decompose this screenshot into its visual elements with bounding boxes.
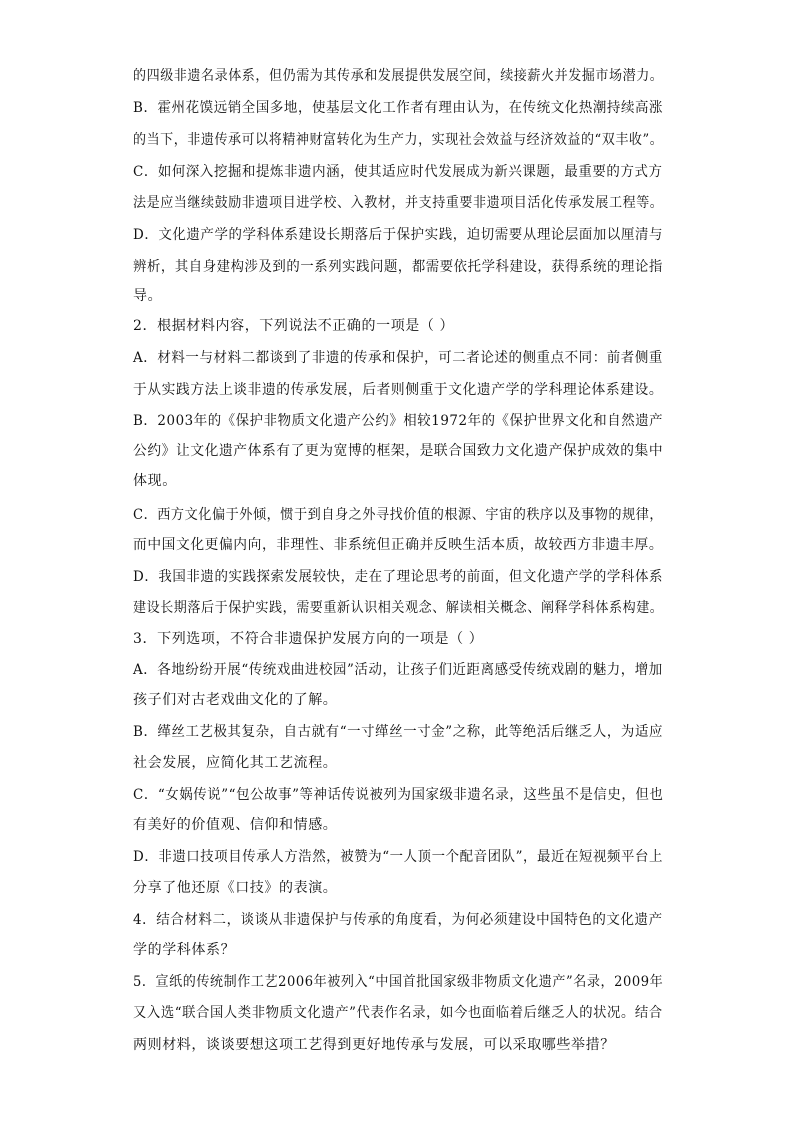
- text-line: 孩子们对古老戏曲文化的了解。: [133, 692, 338, 708]
- text-line: 学的学科体系？: [133, 942, 236, 958]
- text-line: 分享了他还原《口技》的表演。: [133, 880, 338, 896]
- text-line: D．我国非遗的实践探索发展较快，走在了理论思考的前面，但文化遗产学的学科体系: [133, 569, 664, 585]
- question-3: 3．下列选项，不符合非遗保护发展方向的一项是（ ）: [133, 631, 484, 647]
- text-line: B．霍州花馍远销全国多地，使基层文化工作者有理由认为，在传统文化热潮持续高涨: [133, 100, 664, 116]
- question-4: 4．结合材料二，谈谈从非遗保护与传承的角度看，为何必须建设中国特色的文化遗产: [133, 912, 663, 928]
- text-line: D．文化遗产学的学科体系建设长期落后于保护实践，迫切需要从理论层面加以厘清与: [133, 227, 664, 243]
- text-line: C．西方文化偏于外倾，惯于到自身之外寻找价值的根源、宇宙的秩序以及事物的规律，: [133, 507, 664, 523]
- text-line: 公约》让文化遗产体系有了更为宽博的框架，是联合国致力文化遗产保护成效的集中: [133, 443, 664, 459]
- text-line: 的当下，非遗传承可以将精神财富转化为生产力，实现社会效益与经济效益的“双丰收”。: [133, 132, 664, 148]
- text-line: 而中国文化更偏内向，非理性、非系统但正确并反映生活本质，故较西方非遗丰厚。: [133, 537, 664, 553]
- text-line: D．非遗口技项目传承人方浩然，被赞为“一人顶一个配音团队”，最近在短视频平台上: [133, 849, 663, 865]
- text-line: 导。: [133, 288, 163, 304]
- text-line: 建设长期落后于保护实践，需要重新认识相关观念、解读相关概念、阐释学科体系构建。: [133, 600, 664, 616]
- text-line: B．缂丝工艺极其复杂，自古就有“一寸缂丝一寸金”之称，此等绝活后继乏人，为适应: [133, 724, 663, 740]
- question-2: 2．根据材料内容，下列说法不正确的一项是（ ）: [133, 318, 455, 334]
- text-line: B．2003年的《保护非物质文化遗产公约》相较1972年的《保护世界文化和自然遗产: [133, 413, 664, 429]
- text-line: 社会发展，应简化其工艺流程。: [133, 755, 338, 771]
- text-line: 于从实践方法上谈非遗的传承发展，后者则侧重于文化遗产学的学科理论体系建设。: [133, 382, 664, 398]
- question-5: 5．宣纸的传统制作工艺2006年被列入“中国首批国家级非物质文化遗产”名录，2009年: [133, 974, 664, 990]
- text-line: 有美好的价值观、信仰和情感。: [133, 817, 338, 833]
- text-line: 辨析，其自身建构涉及到的一系列实践问题，都需要依托学科建设，获得系统的理论指: [133, 259, 663, 275]
- text-line: 两则材料，谈谈要想这项工艺得到更好地传承与发展，可以采取哪些举措？: [133, 1037, 615, 1053]
- text-line: A．各地纷纷开展“传统戏曲进校园”活动，让孩子们近距离感受传统戏剧的魅力，增加: [133, 662, 663, 678]
- text-line: 又入选“联合国人类非物质文化遗产”代表作名录，如今也面临着后继乏人的状况。结合: [133, 1005, 663, 1021]
- text-line: A．材料一与材料二都谈到了非遗的传承和保护，可二者论述的侧重点不同：前者侧重: [133, 350, 663, 366]
- text-line: 法是应当继续鼓励非遗项目进学校、入教材，并支持重要非遗项目活化传承发展工程等。: [133, 195, 664, 211]
- text-line: 的四级非遗名录体系，但仍需为其传承和发展提供发展空间，续接薪火并发掘市场潜力。: [133, 68, 664, 84]
- text-line: C．如何深入挖掘和提炼非遗内涵，使其适应时代发展成为新兴课题，最重要的方式方: [133, 164, 663, 180]
- text-line: C．“女娲传说”“包公故事”等神话传说被列为国家级非遗名录，这些虽不是信史，但也: [133, 787, 664, 803]
- text-line: 体现。: [133, 473, 177, 489]
